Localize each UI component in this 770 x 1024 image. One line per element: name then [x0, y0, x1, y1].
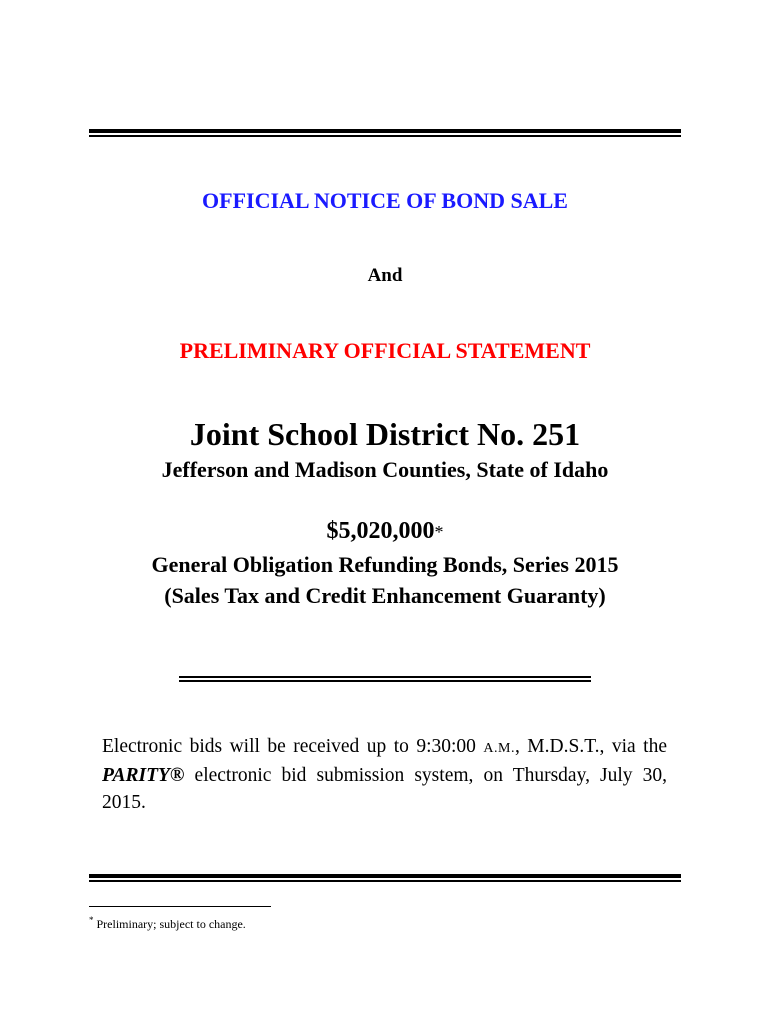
parity-system-name: PARITY [102, 765, 170, 786]
middle-double-rule [179, 676, 591, 682]
bid-text-part1: Electronic bids will be received up to 9:30:00 [102, 736, 484, 757]
statement-title: PRELIMINARY OFFICIAL STATEMENT [179, 338, 591, 363]
conjunction-text: And [367, 265, 403, 286]
bottom-double-rule [89, 874, 681, 884]
counties-line: Jefferson and Madison Counties, State of Idaho [161, 457, 609, 482]
bond-amount-mark: * [434, 522, 444, 542]
notice-title: OFFICIAL NOTICE OF BOND SALE [202, 188, 568, 213]
bid-instructions [102, 733, 667, 816]
registered-mark: ® [169, 765, 185, 786]
top-double-rule [89, 129, 681, 139]
footnote-text: Preliminary; subject to change. [96, 917, 246, 931]
bond-amount-value: $5,020,000 [326, 518, 435, 544]
bid-text-part2: , M.D.S.T., via the [514, 736, 667, 757]
footnote-mark: * [89, 915, 94, 925]
guaranty-line: (Sales Tax and Credit Enhancement Guaranty) [164, 583, 606, 608]
bond-amount [0, 518, 770, 545]
bid-time-am: A.M. [483, 741, 515, 756]
footnote-separator [89, 906, 271, 907]
bid-text-part3: electronic bid submission system, on Thursday, July 30, 2015. [102, 765, 667, 813]
district-name: Joint School District No. 251 [189, 416, 581, 452]
bond-title: General Obligation Refunding Bonds, Series 2015 [151, 552, 619, 577]
footnote [89, 915, 246, 932]
